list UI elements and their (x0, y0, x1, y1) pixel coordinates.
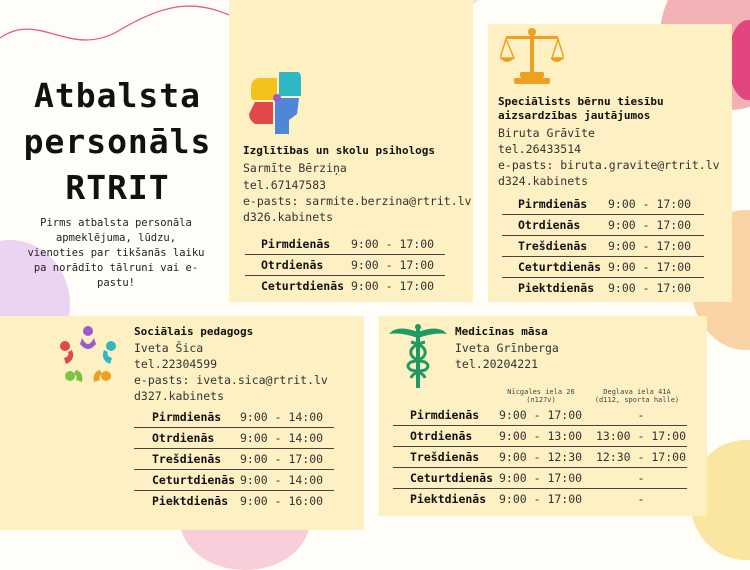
table-row (245, 276, 445, 297)
table-row (393, 405, 687, 426)
card-nurse (379, 316, 707, 516)
room-number: d324.kabinets (498, 174, 589, 188)
time-value-loc1: 9:00 - 17:00 (499, 405, 595, 426)
role-title: Izglītības un skolu psihologs (243, 144, 436, 157)
day-label: Trešdienās (393, 447, 499, 468)
time-value-loc1: 9:00 - 17:00 (499, 468, 595, 489)
day-label: Ceturtdienās (502, 257, 608, 278)
time-value: 9:00 - 14:00 (240, 407, 334, 428)
time-value: 9:00 - 17:00 (608, 215, 704, 236)
schedule-table (245, 234, 445, 296)
page-title-line-1: Atbalsta (34, 76, 201, 115)
room-number: d327.kabinets (134, 389, 225, 403)
day-label: Otrdienās (134, 428, 240, 449)
card-psychologist (229, 0, 473, 302)
time-value: 9:00 - 17:00 (608, 194, 704, 215)
time-value: 9:00 - 17:00 (240, 449, 334, 470)
phone-number: tel.20204221 (455, 357, 539, 371)
decor-wave-line (0, 0, 240, 60)
time-value: 9:00 - 17:00 (351, 279, 435, 293)
day-label: Ceturtdienās (261, 279, 345, 293)
location-header-deglava: Deglava iela 41A (d112, sporta halle) (594, 388, 680, 404)
time-value: 9:00 - 17:00 (608, 257, 704, 278)
role-title: Sociālais pedagogs (134, 325, 254, 338)
card-childrens-rights (488, 24, 732, 302)
table-row (502, 194, 704, 215)
time-value: 9:00 - 14:00 (240, 428, 334, 449)
day-label: Piektdienās (152, 494, 229, 508)
table-row (393, 489, 687, 510)
schedule-table (393, 405, 687, 509)
day-label: Otrdienās (393, 426, 499, 447)
email-address[interactable]: e-pasts: sarmite.berzina@rtrit.lv (243, 194, 472, 208)
day-label: Trešdienās (134, 449, 240, 470)
person-name: Iveta Grīnberga (455, 341, 559, 355)
time-value-loc2: - (637, 492, 645, 506)
time-value-loc1: 9:00 - 12:30 (499, 447, 595, 468)
table-row (134, 428, 334, 449)
phone-number: tel.67147583 (243, 178, 327, 192)
table-row (134, 449, 334, 470)
table-row (502, 215, 704, 236)
page-title-line-2: personāls (23, 122, 212, 161)
time-value: 9:00 - 17:00 (351, 255, 445, 276)
time-value: 9:00 - 14:00 (240, 470, 334, 491)
person-name: Iveta Šica (134, 341, 204, 355)
people-circle-icon (56, 324, 120, 388)
schedule-table (502, 194, 704, 298)
appointment-note: Pirms atbalsta personāla apmeklējuma, lūdzu, vienoties par tikšanās laiku pa norādīto tālruni vai e-pastu! (27, 217, 205, 289)
day-label: Pirmdienās (134, 407, 240, 428)
table-row (245, 255, 445, 276)
day-label: Pirmdienās (245, 234, 351, 255)
table-row (502, 236, 704, 257)
person-name: Biruta Grāvīte (498, 126, 595, 140)
puzzle-head-icon (241, 70, 303, 138)
caduceus-icon (387, 324, 449, 390)
table-row (502, 278, 704, 299)
location-header-nicgales: Nīcgales iela 26 (n127v) (507, 388, 575, 404)
time-value-loc1: 9:00 - 13:00 (499, 426, 595, 447)
day-label: Ceturtdienās (134, 470, 240, 491)
time-value: 9:00 - 17:00 (608, 236, 704, 257)
table-row (393, 468, 687, 489)
table-row (134, 470, 334, 491)
day-label: Piektdienās (518, 281, 595, 295)
schedule-table (134, 407, 334, 511)
time-value-loc2: - (595, 405, 687, 426)
scales-icon (500, 26, 564, 86)
time-value-loc2: 12:30 - 17:00 (595, 447, 687, 468)
table-row (393, 426, 687, 447)
time-value: 9:00 - 17:00 (608, 281, 692, 295)
table-row (134, 407, 334, 428)
table-row (502, 257, 704, 278)
table-row (245, 234, 445, 255)
email-address[interactable]: e-pasts: iveta.sica@rtrit.lv (134, 373, 328, 387)
table-row (393, 447, 687, 468)
role-title: Medicīnas māsa (455, 325, 548, 338)
day-label: Ceturtdienās (393, 468, 499, 489)
email-address[interactable]: e-pasts: biruta.gravite@rtrit.lv (498, 158, 720, 172)
time-value: 9:00 - 16:00 (240, 494, 324, 508)
page-title-line-3: RTRIT (65, 168, 170, 207)
phone-number: tel.22304599 (134, 357, 218, 371)
day-label: Pirmdienās (393, 405, 499, 426)
time-value-loc2: - (595, 468, 687, 489)
card-social-pedagogue (0, 316, 364, 530)
phone-number: tel.26433514 (498, 142, 582, 156)
day-label: Otrdienās (245, 255, 351, 276)
role-title: Speciālists bērnu tiesību aizsardzības jautājumos (498, 95, 664, 122)
day-label: Trešdienās (502, 236, 608, 257)
table-row (134, 491, 334, 512)
day-label: Pirmdienās (502, 194, 608, 215)
day-label: Piektdienās (410, 492, 487, 506)
time-value: 9:00 - 17:00 (351, 234, 445, 255)
day-label: Otrdienās (502, 215, 608, 236)
room-number: d326.kabinets (243, 210, 334, 224)
time-value-loc2: 13:00 - 17:00 (595, 426, 687, 447)
time-value-loc1: 9:00 - 17:00 (499, 492, 583, 506)
person-name: Sarmīte Bērziņa (243, 161, 347, 175)
